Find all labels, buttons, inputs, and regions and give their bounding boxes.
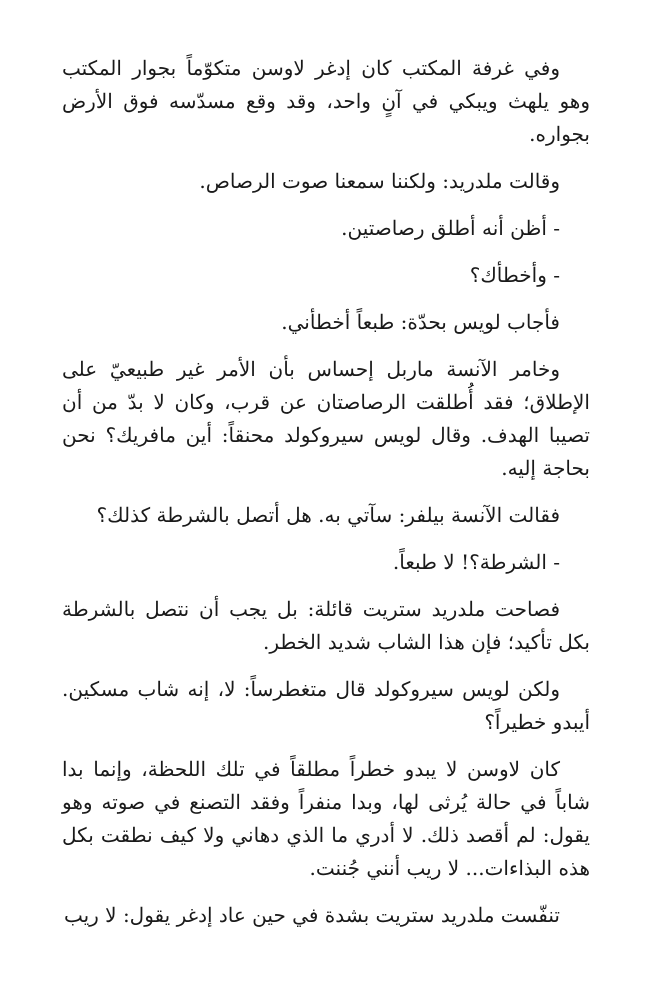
paragraph: ولكن لويس سيروكولد قال متغطرساً: لا، إنه شاب مسكين. أيبدو خطيراً؟ xyxy=(62,677,590,734)
document-page xyxy=(62,52,590,932)
paragraph: فصاحت ملدريد ستريت قائلة: بل يجب أن نتصل بالشرطة بكل تأكيد؛ فإن هذا الشاب شديد الخطر. xyxy=(62,597,590,654)
paragraph: كان لاوسن لا يبدو خطراً مطلقاً في تلك اللحظة، وإنما بدا شاباً في حالة يُرثى لها، وبدا منفراً وفقد التصنع في صوته وهو يقول: لم أقصد ذلك. لا أدري ما الذي دهاني ولا كيف نطقت بكل هذه البذاءات... لا ريب أنني جُننت. xyxy=(62,757,590,880)
paragraph: وخامر الآنسة ماربل إحساس بأن الأمر غير طبيعيّ على الإطلاق؛ فقد أُطلقت الرصاصتان عن قرب، وكان لا بدّ من أن تصيبا الهدف. وقال لويس سيروكولد محنقاً: أين مافريك؟ نحن بحاجة إليه. xyxy=(62,357,590,480)
paragraph: - الشرطة؟! لا طبعاً. xyxy=(392,550,560,574)
paragraph: - وأخطأك؟ xyxy=(469,263,560,287)
paragraph: وقالت ملدريد: ولكننا سمعنا صوت الرصاص. xyxy=(199,169,560,193)
paragraph: - أظن أنه أطلق رصاصتين. xyxy=(341,216,560,240)
paragraph: تنفّست ملدريد ستريت بشدة في حين عاد إدغر يقول: لا ريب xyxy=(63,903,560,927)
paragraph: وفي غرفة المكتب كان إدغر لاوسن متكوّماً بجوار المكتب وهو يلهث ويبكي في آنٍ واحد، وقد وقع مسدّسه فوق الأرض بجواره. xyxy=(62,56,590,146)
paragraph: فأجاب لويس بحدّة: طبعاً أخطأني. xyxy=(281,310,560,334)
paragraph: فقالت الآنسة بيلفر: سآتي به. هل أتصل بالشرطة كذلك؟ xyxy=(96,503,560,527)
